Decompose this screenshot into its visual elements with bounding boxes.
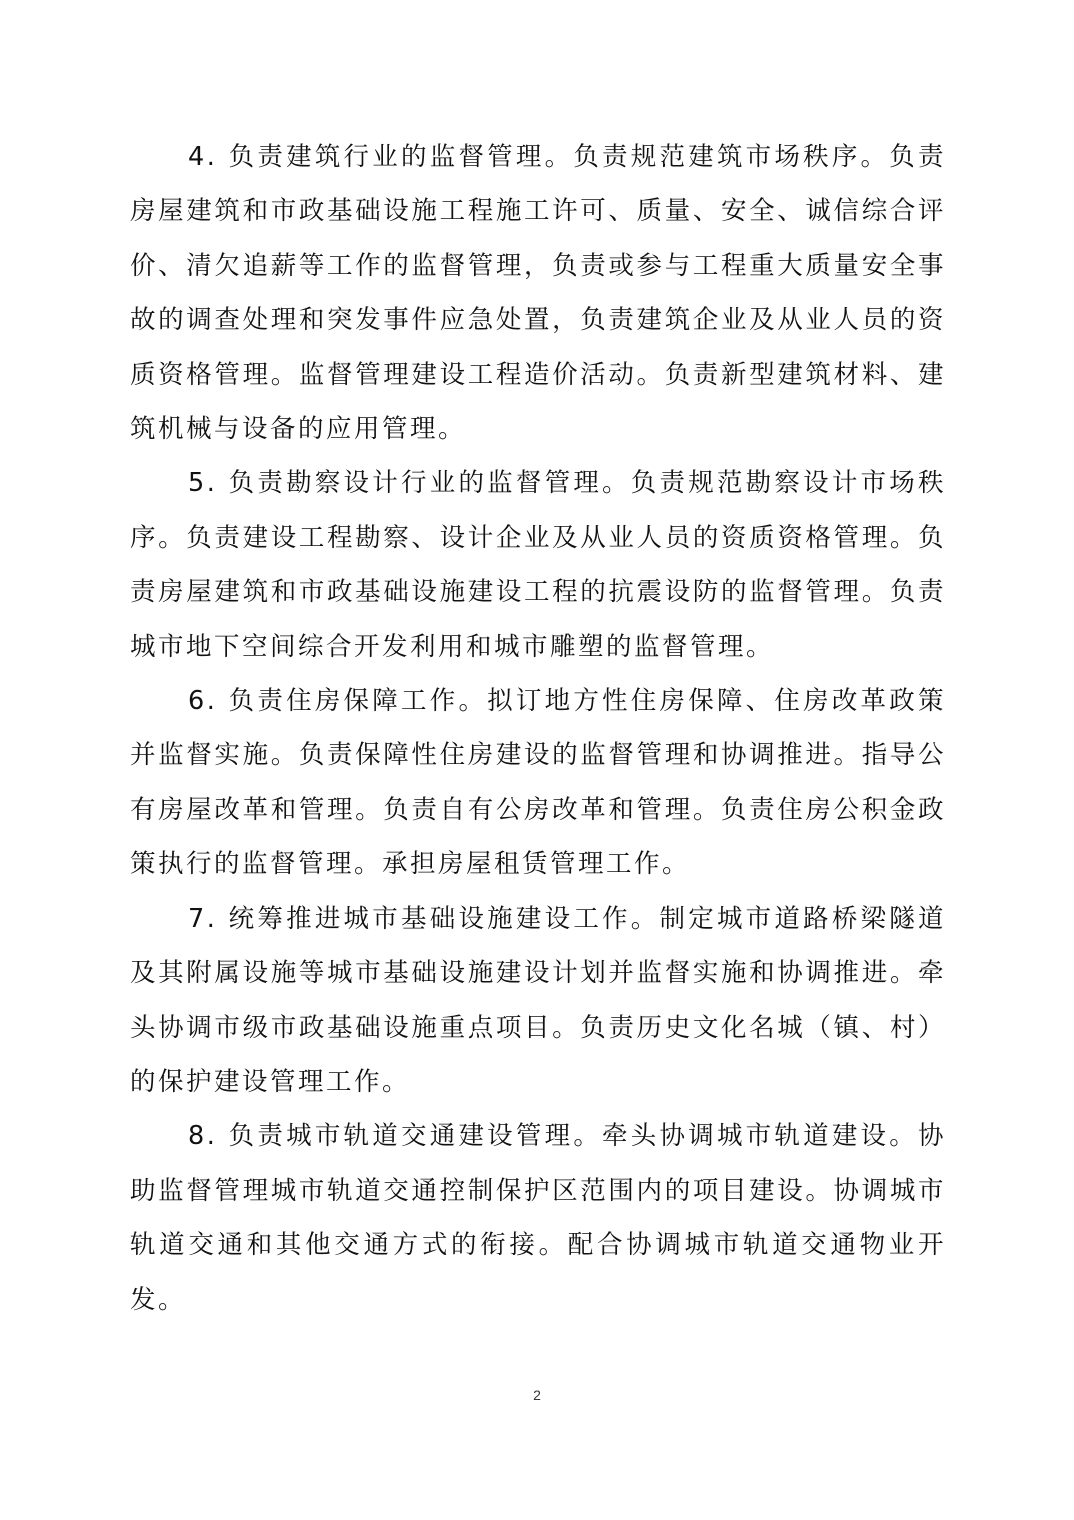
page-number: 2 bbox=[533, 1387, 541, 1403]
paragraph-item-5: 5. 负责勘察设计行业的监督管理。负责规范勘察设计市场秩序。负责建设工程勘察、设计企业及从业人员的资质资格管理。负责房屋建筑和市政基础设施建设工程的抗震设防的监督管理。负责城市地下空间综合开发利用和城市雕塑的监督管理。 bbox=[130, 468, 946, 662]
document-body bbox=[130, 130, 946, 1327]
paragraph-item-8: 8. 负责城市轨道交通建设管理。牵头协调城市轨道建设。协助监督管理城市轨道交通控制保护区范围内的项目建设。协调城市轨道交通和其他交通方式的衔接。配合协调城市轨道交通物业开发。 bbox=[130, 1121, 946, 1315]
paragraph-item-6: 6. 负责住房保障工作。拟订地方性住房保障、住房改革政策并监督实施。负责保障性住房建设的监督管理和协调推进。指导公有房屋改革和管理。负责自有公房改革和管理。负责住房公积金政策执行的监督管理。承担房屋租赁管理工作。 bbox=[130, 686, 946, 880]
paragraph-item-7: 7. 统筹推进城市基础设施建设工作。制定城市道路桥梁隧道及其附属设施等城市基础设施建设计划并监督实施和协调推进。牵头协调市级市政基础设施重点项目。负责历史文化名城（镇、村）的保护建设管理工作。 bbox=[130, 903, 946, 1097]
paragraph-item-4: 4. 负责建筑行业的监督管理。负责规范建筑市场秩序。负责房屋建筑和市政基础设施工程施工许可、质量、安全、诚信综合评价、清欠追薪等工作的监督管理，负责或参与工程重大质量安全事故的调查处理和突发事件应急处置，负责建筑企业及从业人员的资质资格管理。监督管理建设工程造价活动。负责新型建筑材料、建筑机械与设备的应用管理。 bbox=[130, 142, 946, 445]
